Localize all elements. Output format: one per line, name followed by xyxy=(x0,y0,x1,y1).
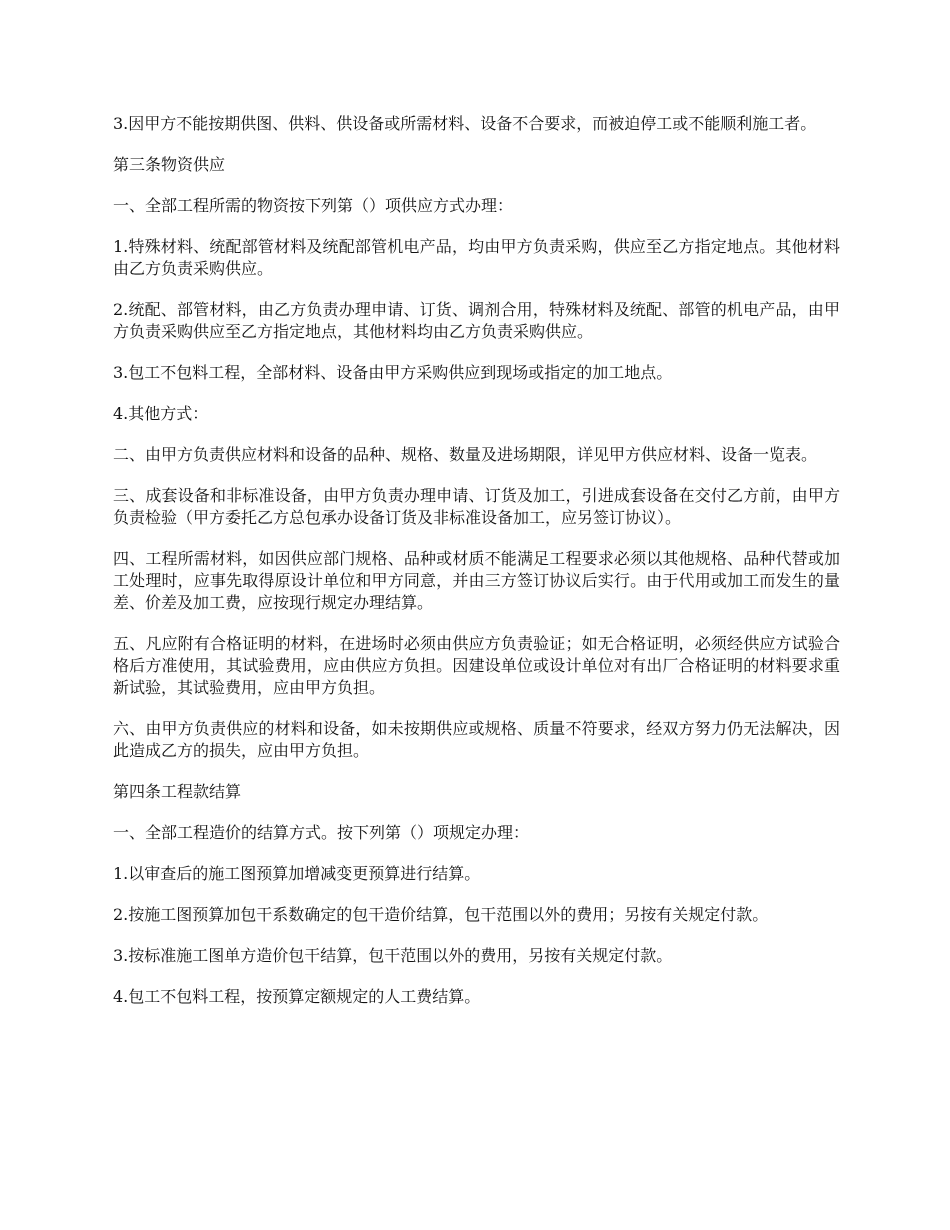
paragraph-settlement-option-3: 3.按标准施工图单方造价包干结算，包干范围以外的费用，另按有关规定付款。 xyxy=(113,946,673,965)
paragraph-supply-item-5: 五、凡应附有合格证明的材料，在进场时必须由供应方负责验证；如无合格证明，必须经供应方试验合格后方准使用，其试验费用，应由供应方负担。因建设单位或设计单位对有出厂合格证明的材料要求重新试验，其试验费用，应由甲方负担。 xyxy=(113,634,840,697)
paragraph-supply-item-4: 四、工程所需材料，如因供应部门规格、品种或材质不能满足工程要求必须以其他规格、品种代替或加工处理时，应事先取得原设计单位和甲方同意，并由三方签订协议后实行。由于代用或加工而发生的量差、价差及加工费，应按现行规定办理结算。 xyxy=(113,549,840,612)
paragraph-supply-method: 一、全部工程所需的物资按下列第（）项供应方式办理： xyxy=(113,196,514,215)
paragraph-settlement-method: 一、全部工程造价的结算方式。按下列第（）项规定办理： xyxy=(113,823,530,842)
paragraph-supply-option-1: 1.特殊材料、统配部管材料及统配部管机电产品，均由甲方负责采购，供应至乙方指定地点。其他材料由乙方负责采购供应。 xyxy=(113,237,840,278)
paragraph-supply-option-3: 3.包工不包料工程，全部材料、设备由甲方采购供应到现场或指定的加工地点。 xyxy=(113,363,673,382)
section-heading-article-4: 第四条工程款结算 xyxy=(113,782,242,801)
paragraph-supply-item-2: 二、由甲方负责供应材料和设备的品种、规格、数量及进场期限，详见甲方供应材料、设备一览表。 xyxy=(113,445,818,464)
paragraph-supply-option-2: 2.统配、部管材料，由乙方负责办理申请、订货、调剂合用，特殊材料及统配、部管的机电产品，由甲方负责采购供应至乙方指定地点，其他材料均由乙方负责采购供应。 xyxy=(113,300,840,341)
paragraph-supply-item-6: 六、由甲方负责供应的材料和设备，如未按期供应或规格、质量不符要求，经双方努力仍无法解决，因此造成乙方的损失，应由甲方负担。 xyxy=(113,719,840,760)
paragraph-delay-clause-3: 3.因甲方不能按期供图、供料、供设备或所需材料、设备不合要求，而被迫停工或不能顺利施工者。 xyxy=(113,114,817,133)
section-heading-article-3: 第三条物资供应 xyxy=(113,155,226,174)
paragraph-settlement-option-1: 1.以审查后的施工图预算加增减变更预算进行结算。 xyxy=(113,864,481,883)
paragraph-settlement-option-4: 4.包工不包料工程，按预算定额规定的人工费结算。 xyxy=(113,987,481,1006)
paragraph-settlement-option-2: 2.按施工图预算加包干系数确定的包干造价结算，包干范围以外的费用；另按有关规定付款。 xyxy=(113,905,769,924)
paragraph-supply-option-4: 4.其他方式： xyxy=(113,404,209,423)
paragraph-supply-item-3: 三、成套设备和非标准设备，由甲方负责办理申请、订货及加工，引进成套设备在交付乙方前，由甲方负责检验（甲方委托乙方总包承办设备订货及非标准设备加工，应另签订协议）。 xyxy=(113,486,840,527)
document-page xyxy=(113,113,840,1027)
